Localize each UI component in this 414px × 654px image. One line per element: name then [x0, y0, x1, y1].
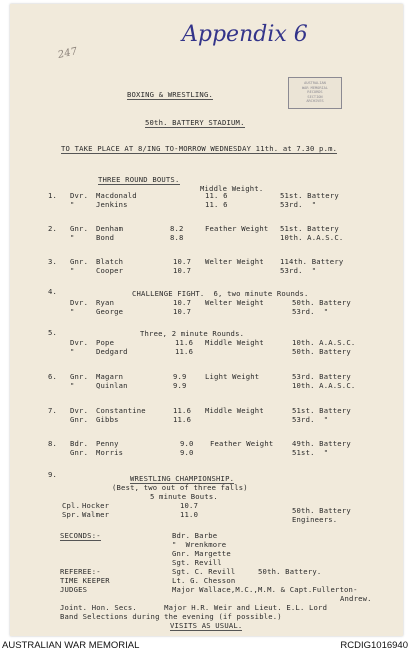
venue-line: 50th. BATTERY STADIUM. — [145, 118, 245, 127]
boxer-name: Bond — [96, 233, 115, 242]
bout-rank: Dvr. — [70, 191, 89, 200]
judges-label: JUDGES — [60, 585, 88, 594]
seconds-label: SECONDS:- — [60, 531, 101, 540]
second-name: Gnr. Margette — [172, 549, 231, 558]
second-name: " Wrenkmore — [172, 540, 227, 549]
bout-number: 7. — [48, 406, 58, 415]
boxer-unit: 50th. Battery — [292, 298, 351, 307]
band-line: Band Selections during the evening (if possible.) — [60, 612, 282, 621]
bout-rank: Gnr. — [70, 224, 89, 233]
footer-record-id: RCDIG1016940 — [340, 640, 408, 651]
boxer-unit: 10th. A.A.S.C. — [292, 338, 356, 347]
boxer-name: Quinlan — [96, 381, 128, 390]
wrestling-heading: WRESTLING CHAMPIONSHIP. — [130, 474, 235, 483]
boxer-name: George — [96, 307, 124, 316]
bout-rank: " — [70, 200, 75, 209]
boxer-weight: 9.0 — [180, 439, 194, 448]
appendix-annotation: Appendix 6 — [182, 22, 308, 47]
wrestler-rank: Spr. — [62, 510, 81, 519]
weight-category: Feather Weight — [210, 439, 274, 448]
weight-category: Welter Weight — [205, 257, 264, 266]
bout-number: 4. — [48, 287, 58, 296]
bout-rank: " — [70, 347, 75, 356]
boxer-unit: 53rd. " — [280, 266, 317, 275]
boxer-unit: 10th. A.A.S.C. — [292, 381, 356, 390]
bout-rank: Dvr. — [70, 298, 89, 307]
boxer-name: Dedgard — [96, 347, 128, 356]
weight-category: Light Weight — [205, 372, 260, 381]
bout-number: 1. — [48, 191, 58, 200]
boxer-weight: 11. 6 — [205, 200, 228, 209]
boxer-unit: 10th. A.A.S.C. — [280, 233, 344, 242]
three-round-heading: THREE ROUND BOUTS. — [98, 175, 180, 184]
boxer-name: Ryan — [96, 298, 115, 307]
boxer-weight: 10.7 — [173, 266, 192, 275]
boxer-name: Blatch — [96, 257, 124, 266]
bout-heading: CHALLENGE FIGHT. 6, two minute Rounds. — [132, 289, 309, 298]
weight-category: Feather Weight — [205, 224, 269, 233]
wrestling-duration: 5 minute Bouts. — [150, 492, 218, 501]
bout-number: 9. — [48, 470, 58, 479]
boxer-name: Constantine — [96, 406, 146, 415]
boxer-name: Morris — [96, 448, 124, 457]
weight-category: Middle Weight — [205, 338, 264, 347]
bout-rank: " — [70, 233, 75, 242]
bout-rank: " — [70, 266, 75, 275]
document-page — [10, 4, 403, 636]
boxer-name: Penny — [96, 439, 119, 448]
stamp-line: WAR MEMORIAL — [302, 85, 328, 90]
referee-value: Sgt. C. Revill 50th. Battery. — [172, 567, 322, 576]
boxer-weight: 11.6 — [175, 347, 194, 356]
boxer-unit: 53rd. " — [292, 307, 329, 316]
timekeeper-value: Lt. G. Chesson — [172, 576, 236, 585]
boxer-unit: 51st. Battery — [280, 191, 339, 200]
closing-line: VISITS AS USUAL. — [170, 621, 243, 630]
wrestler-unit: 50th. Battery — [292, 506, 351, 515]
boxer-name: Macdonald — [96, 191, 137, 200]
boxer-unit: 49th. Battery — [292, 439, 351, 448]
bout-rank: Dvr. — [70, 338, 89, 347]
boxer-name: Pope — [96, 338, 115, 347]
bout-number: 5. — [48, 328, 58, 337]
boxer-unit: 53rd. " — [292, 415, 329, 424]
boxer-weight: 11.6 — [173, 406, 192, 415]
second-name: Sgt. Revill — [172, 558, 222, 567]
stamp-line: AUSTRALIAN — [304, 81, 326, 85]
bout-rank: Gnr. — [70, 415, 89, 424]
wrestling-subheading: (Best, two out of three falls) — [112, 483, 248, 492]
stamp-line: SECTION — [307, 94, 323, 99]
wrestler-weight: 11.0 — [180, 510, 199, 519]
hon-secs-line: Joint. Hon. Secs. Major H.R. Weir and Lieut. E.L. Lord — [60, 603, 328, 612]
boxer-unit: 53rd. Battery — [292, 372, 351, 381]
stamp-line: RECORDS — [307, 90, 323, 95]
boxer-weight: 8.2 — [170, 224, 184, 233]
bout-number: 8. — [48, 439, 58, 448]
bout-number: 6. — [48, 372, 58, 381]
bout-rank: Bdr. — [70, 439, 89, 448]
folio-number: 247 — [56, 46, 79, 61]
boxer-name: Denham — [96, 224, 124, 233]
boxer-unit: 114th. Battery — [280, 257, 344, 266]
bout-rank: Gnr. — [70, 257, 89, 266]
boxer-unit: 50th. Battery — [292, 347, 351, 356]
bout-rank: Gnr. — [70, 372, 89, 381]
wrestler-name: Walmer — [82, 510, 110, 519]
wrestler-rank: Cpl. — [62, 501, 81, 510]
document-title: BOXING & WRESTLING. — [127, 90, 214, 99]
boxer-weight: 8.8 — [170, 233, 184, 242]
footer-credit: AUSTRALIAN WAR MEMORIAL — [2, 640, 140, 651]
weight-category: Welter Weight — [205, 298, 264, 307]
boxer-weight: 11. 6 — [205, 191, 228, 200]
boxer-unit: 51st. Battery — [292, 406, 351, 415]
wrestler-unit: Engineers. — [292, 515, 338, 524]
weight-category: Middle Weight — [205, 406, 264, 415]
bout-heading: Three, 2 minute Rounds. — [140, 329, 245, 338]
boxer-weight: 9.0 — [180, 448, 194, 457]
boxer-weight: 10.7 — [173, 298, 192, 307]
judges-value: Major Wallace,M.C.,M.M. & Capt.Fullerton- — [172, 585, 358, 594]
three-round-weight: Middle Weight. — [200, 184, 264, 193]
bout-rank: " — [70, 307, 75, 316]
boxer-unit: 53rd. " — [280, 200, 317, 209]
bout-number: 3. — [48, 257, 58, 266]
boxer-name: Jenkins — [96, 200, 128, 209]
bout-rank: " — [70, 381, 75, 390]
wrestler-weight: 10.7 — [180, 501, 199, 510]
judges-value-cont: Andrew. — [340, 594, 372, 603]
boxer-unit: 51st. Battery — [280, 224, 339, 233]
timekeeper-label: TIME KEEPER — [60, 576, 110, 585]
stamp-line: ARCHIVES — [306, 99, 324, 104]
boxer-weight: 9.9 — [173, 372, 187, 381]
date-line: TO TAKE PLACE AT 8/ING TO-MORROW WEDNESDAY 11th. at 7.30 p.m. — [61, 144, 338, 153]
boxer-weight: 11.6 — [173, 415, 192, 424]
bout-rank: Dvr. — [70, 406, 89, 415]
boxer-weight: 9.9 — [173, 381, 187, 390]
bout-number: 2. — [48, 224, 58, 233]
boxer-weight: 10.7 — [173, 257, 192, 266]
boxer-weight: 10.7 — [173, 307, 192, 316]
boxer-name: Magarn — [96, 372, 124, 381]
bout-rank: Gnr. — [70, 448, 89, 457]
archive-stamp — [288, 77, 342, 109]
boxer-name: Cooper — [96, 266, 124, 275]
boxer-unit: 51st. " — [292, 448, 329, 457]
boxer-name: Gibbs — [96, 415, 119, 424]
referee-label: REFEREE:- — [60, 567, 101, 576]
second-name: Bdr. Barbe — [172, 531, 218, 540]
boxer-weight: 11.6 — [175, 338, 194, 347]
wrestler-name: Hocker — [82, 501, 110, 510]
